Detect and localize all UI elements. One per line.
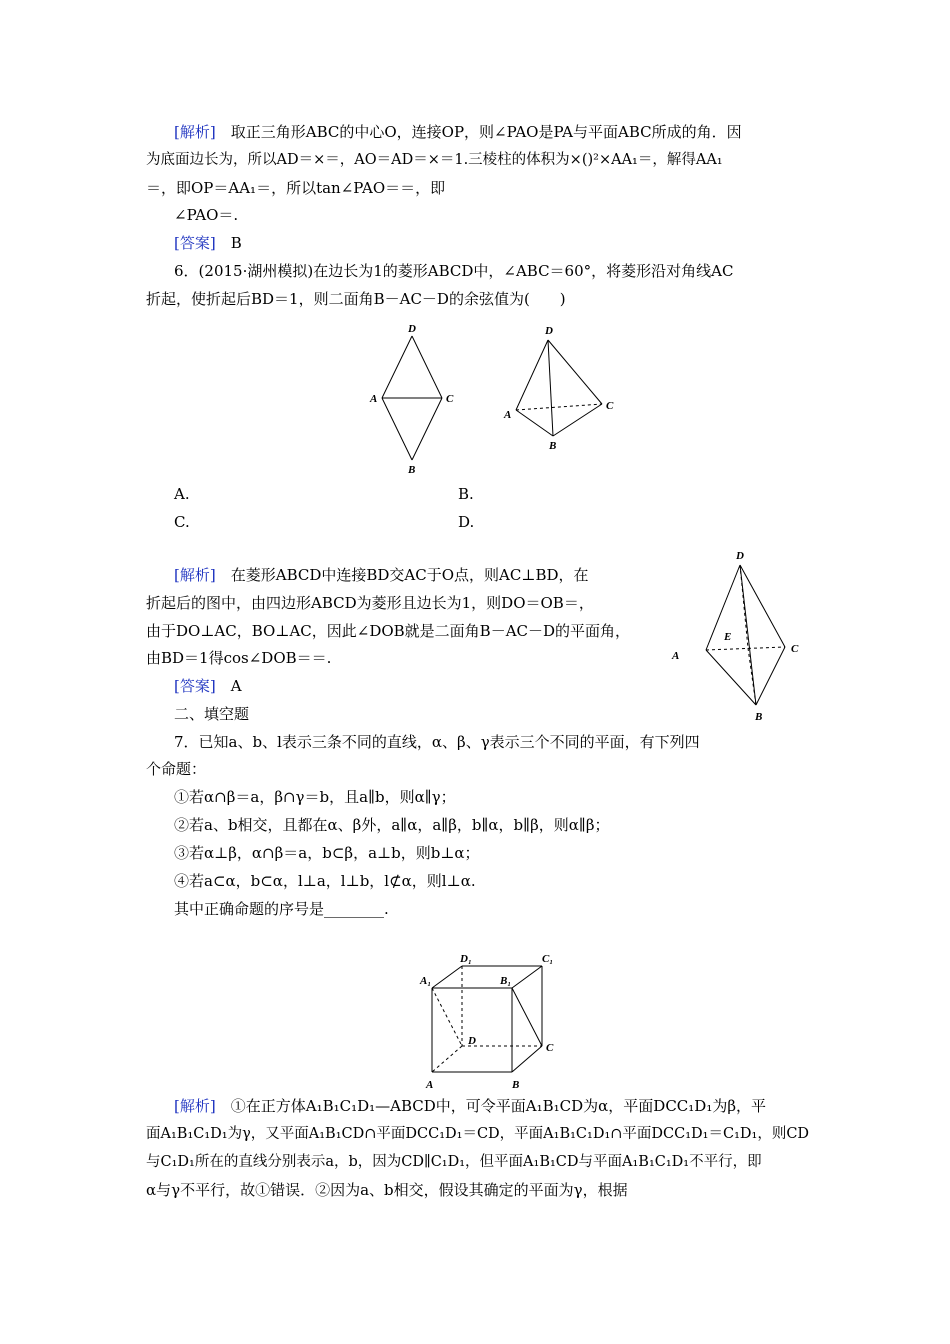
label-c: C [446, 393, 454, 405]
option-a: A. [174, 485, 190, 503]
question-prompt: 其中正确命题的序号是________. [174, 900, 389, 918]
analysis-line: 面A₁B₁C₁D₁为γ，又平面A₁B₁CD∩平面DCC₁D₁＝CD，平面A₁B₁C₁D₁∩平面DCC₁D₁＝C₁D₁，则CD [146, 1126, 810, 1142]
label-c: C [791, 643, 799, 655]
analysis-tag: [解析] [174, 566, 216, 584]
label-a: A [504, 409, 512, 421]
question-line: 个命题： [146, 760, 207, 778]
analysis-tag: [解析] [174, 123, 216, 141]
analysis-line: [解析] ①在正方体A₁B₁C₁D₁—ABCD中，可令平面A₁B₁CD为α，平面DCC₁D₁为β，平 [174, 1097, 767, 1115]
label-e: E [724, 631, 732, 643]
label-a: A [672, 650, 680, 662]
answer-line [174, 676, 242, 696]
analysis-line: 折起后的图中，由四边形ABCD为菱形且边长为1，则DO＝OB＝， [146, 594, 594, 612]
proposition-3: ③若α⊥β，α∩β＝a，b⊂β，a⊥b，则b⊥α； [174, 844, 480, 862]
label-a: A [426, 1079, 434, 1091]
tetrahedron-figure [496, 318, 626, 458]
proposition-2: ②若a、b相交，且都在α、β外，a∥α，a∥β，b∥α，b∥β，则α∥β； [174, 816, 610, 834]
analysis-line: α与γ不平行，故①错误．②因为a、b相交，假设其确定的平面为γ，根据 [146, 1181, 628, 1199]
label-c: C [606, 400, 614, 412]
analysis-line: 由BD＝1得cos∠DOB＝＝. [146, 649, 332, 667]
answer-tag: [答案] [174, 677, 216, 695]
analysis-line: [解析] 取正三角形ABC的中心O，连接OP，则∠PAO是PA与平面ABC所成的角．因 [174, 123, 742, 141]
label-b: B [549, 440, 557, 452]
label-d: D [545, 325, 553, 337]
analysis-line: [解析] 在菱形ABCD中连接BD交AC于O点，则AC⊥BD，在 [174, 566, 589, 584]
analysis-line: 由于DO⊥AC，BO⊥AC，因此∠DOB就是二面角B－AC－D的平面角， [146, 622, 631, 640]
analysis-tag: [解析] [174, 1097, 216, 1115]
proposition-4: ④若a⊂α，b⊂α，l⊥a，l⊥b，l⊄α，则l⊥α. [174, 872, 476, 890]
label-d: D [736, 550, 744, 562]
label-a1: A₁ [420, 975, 432, 987]
question-line: 6．(2015·湖州模拟)在边长为1的菱形ABCD中，∠ABC＝60°，将菱形沿对角线AC [174, 262, 734, 280]
tetrahedron-section-figure [668, 545, 818, 727]
question-line: 折起，使折起后BD＝1，则二面角B－AC－D的余弦值为( ) [146, 290, 566, 308]
proposition-1: ①若α∩β＝a，β∩γ＝b，且a∥b，则α∥γ； [174, 788, 456, 806]
label-c1: C₁ [542, 953, 554, 965]
option-b: B. [458, 485, 474, 503]
section-title: 二、填空题 [174, 705, 250, 723]
cube-figure [416, 950, 566, 1092]
answer-line [174, 233, 242, 253]
answer-value: B [230, 234, 242, 252]
analysis-line: ∠PAO＝. [174, 206, 239, 224]
label-d: D [468, 1035, 476, 1047]
answer-value: A [230, 677, 242, 695]
answer-tag: [答案] [174, 234, 216, 252]
rhombus-figure [362, 318, 472, 480]
label-d: D [408, 323, 416, 335]
label-b: B [512, 1079, 520, 1091]
label-b1: B₁ [500, 975, 512, 987]
analysis-line: ＝，即OP＝AA₁＝，所以tan∠PAO＝＝，即 [146, 179, 446, 197]
label-b: B [755, 711, 763, 723]
label-c: C [546, 1042, 554, 1054]
analysis-line: 与C₁D₁所在的直线分别表示a，b，因为CD∥C₁D₁，但平面A₁B₁CD与平面A₁B₁C₁D₁不平行，即 [146, 1154, 762, 1170]
label-d1: D₁ [460, 953, 472, 965]
option-c: C. [174, 513, 190, 531]
option-d: D. [458, 513, 475, 531]
label-a: A [370, 393, 378, 405]
label-b: B [408, 464, 416, 476]
analysis-line: 为底面边长为，所以AD＝×＝，AO＝AD＝×＝1.三棱柱的体积为×()²×AA₁＝，解得AA₁ [146, 152, 723, 168]
question-line: 7．已知a、b、l表示三条不同的直线，α、β、γ表示三个不同的平面，有下列四 [174, 733, 700, 751]
